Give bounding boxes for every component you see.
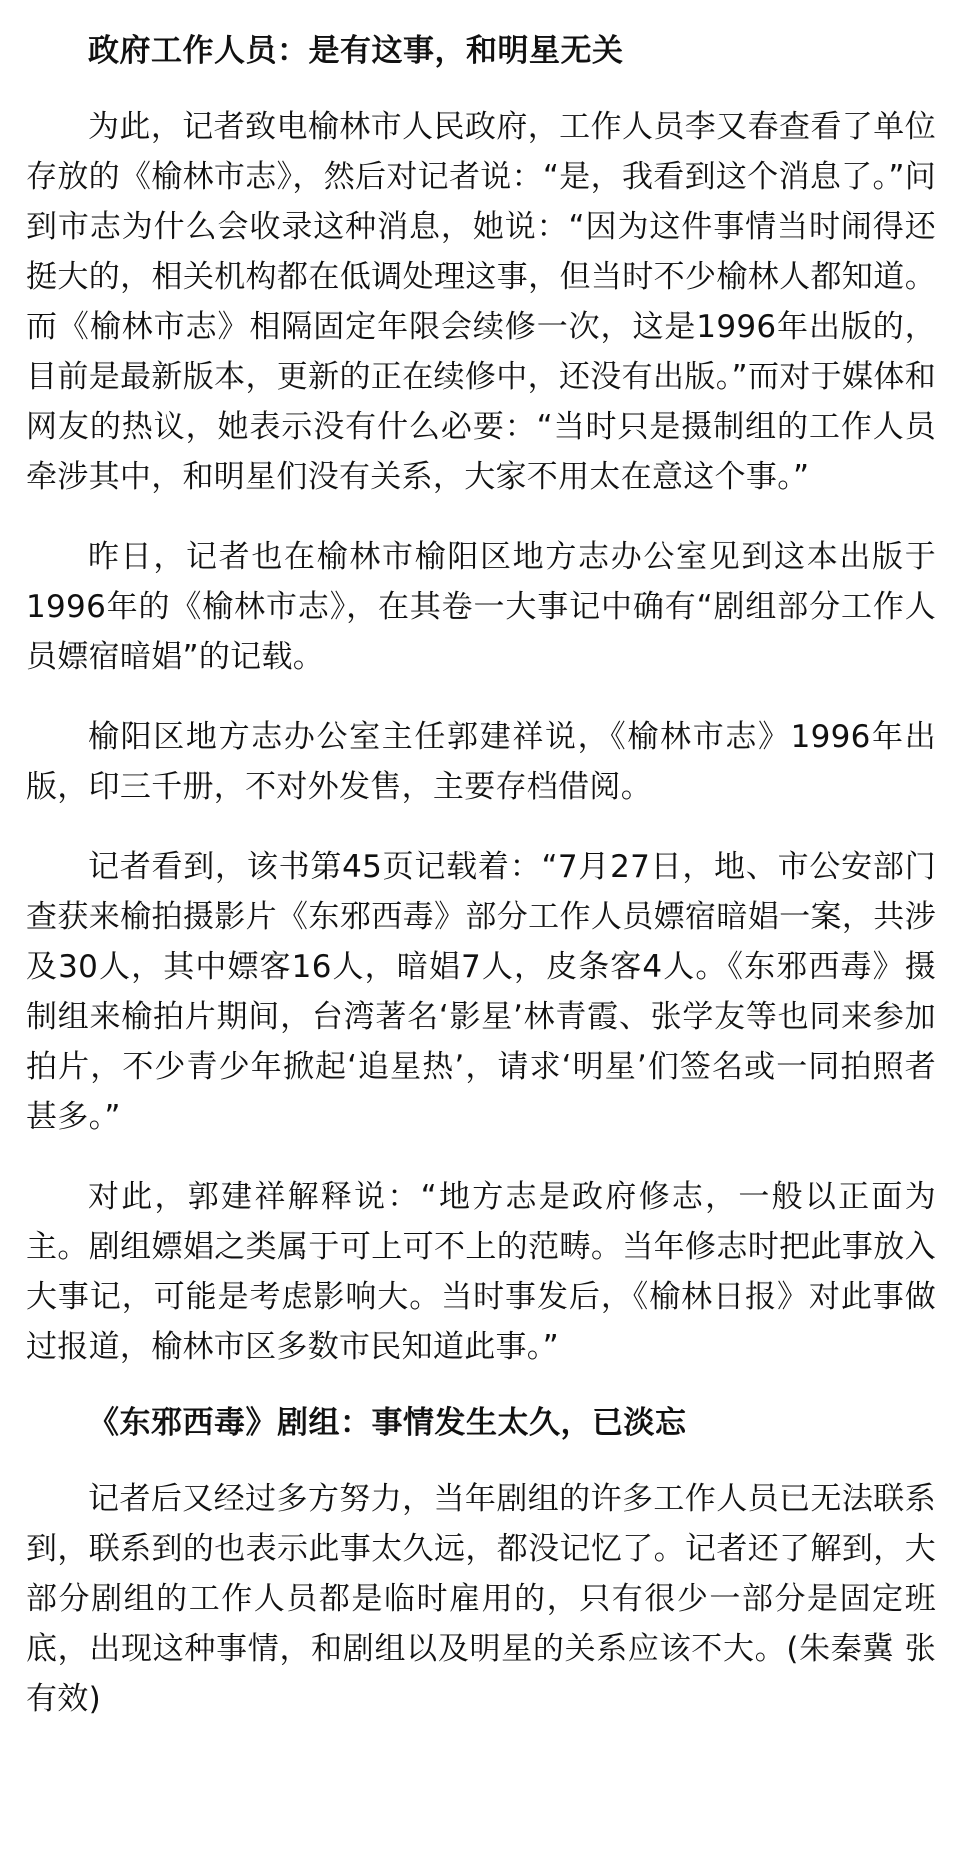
paragraph-phone-call: 为此，记者致电榆林市人民政府，工作人员李又春查看了单位存放的《榆林市志》，然后对记者说：“是，我看到这个消息了。”问到市志为什么会收录这种消息，她说：“因为这件事情当时闹得还挺大的，相关机构都在低调处理这事，但当时不少榆林人都知道。而《榆林市志》相隔固定年限会续修一次，这是1996年出版的，目前是最新版本，更新的正在续修中，还没有出版。”而对于媒体和网友的热议，她表示没有什么必要：“当时只是摄制组的工作人员牵涉其中，和明星们没有关系，大家不用太在意这个事。” xyxy=(26,109,936,495)
section-heading-government: 政府工作人员：是有这事，和明星无关 xyxy=(88,33,624,69)
paragraph-page-45-record: 记者看到，该书第45页记载着：“7月27日，地、市公安部门查获来榆拍摄影片《东邪西毒》部分工作人员嫖宿暗娼一案，共涉及30人，其中嫖客16人，暗娼7人，皮条客4人。《东邪西毒》摄制组来榆拍片期间，台湾著名‘影星’林青霞、张学友等也同来参加拍片，不少青少年掀起‘追星热’，请求‘明星’们签名或一同拍照者甚多。” xyxy=(26,849,936,1135)
section-heading-film-crew: 《东邪西毒》剧组：事情发生太久，已淡忘 xyxy=(88,1405,687,1441)
paragraph-explanation: 对此，郭建祥解释说：“地方志是政府修志，一般以正面为主。剧组嫖娼之类属于可上可不上的范畴。当年修志时把此事放入大事记，可能是考虑影响大。当时事发后，《榆林日报》对此事做过报道，榆林市区多数市民知道此事。” xyxy=(26,1179,936,1365)
paragraph-director-statement: 榆阳区地方志办公室主任郭建祥说，《榆林市志》1996年出版，印三千册，不对外发售，主要存档借阅。 xyxy=(26,719,936,805)
paragraph-office-visit: 昨日，记者也在榆林市榆阳区地方志办公室见到这本出版于1996年的《榆林市志》，在其卷一大事记中确有“剧组部分工作人员嫖宿暗娼”的记载。 xyxy=(26,539,936,675)
article xyxy=(26,30,936,1724)
paragraph-crew-contact: 记者后又经过多方努力，当年剧组的许多工作人员已无法联系到，联系到的也表示此事太久远，都没记忆了。记者还了解到，大部分剧组的工作人员都是临时雇用的，只有很少一部分是固定班底，出现这种事情，和剧组以及明星的关系应该不大。(朱秦冀 张有效) xyxy=(26,1481,936,1717)
